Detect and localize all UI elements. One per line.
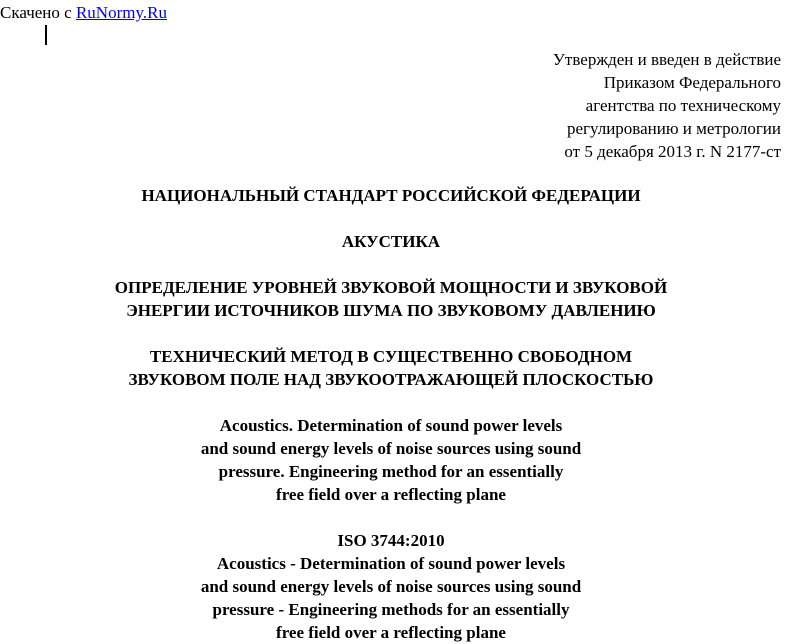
iso-code: ISO 3744:2010: [337, 531, 445, 550]
approval-line: Утвержден и введен в действие: [552, 50, 781, 69]
method-title: [0, 345, 782, 391]
english-title: [0, 414, 782, 506]
approval-line: Приказом Федерального: [603, 73, 781, 92]
iso-title-line: pressure - Engineering methods for an essentially: [212, 600, 570, 619]
english-title-line: and sound energy levels of noise sources using sound: [200, 439, 582, 458]
source-prefix: Скачено с: [0, 3, 76, 22]
iso-title-line: Acoustics - Determination of sound power levels: [216, 554, 566, 573]
english-title-line: pressure. Engineering method for an essentially: [218, 462, 564, 481]
approval-block: [553, 48, 781, 163]
iso-reference: [0, 529, 782, 644]
section-title-text: АКУСТИКА: [341, 232, 441, 251]
approval-line: от 5 декабря 2013 г. N 2177-ст: [564, 142, 781, 161]
iso-title-line: and sound energy levels of noise sources using sound: [200, 577, 582, 596]
source-link[interactable]: RuNormy.Ru: [75, 3, 167, 22]
iso-title-line: free field over a reflecting plane: [276, 623, 506, 642]
text-cursor: [45, 25, 47, 45]
method-line: ЗВУКОВОМ ПОЛЕ НАД ЗВУКООТРАЖАЮЩЕЙ ПЛОСКОСТЬЮ: [128, 370, 654, 389]
national-standard-title: [0, 184, 782, 207]
subtitle-line: ОПРЕДЕЛЕНИЕ УРОВНЕЙ ЗВУКОВОЙ МОЩНОСТИ И ЗВУКОВОЙ: [114, 278, 668, 297]
english-title-line: Acoustics. Determination of sound power levels: [219, 416, 563, 435]
subtitle-line: ЭНЕРГИИ ИСТОЧНИКОВ ШУМА ПО ЗВУКОВОМУ ДАВЛЕНИЮ: [126, 301, 656, 320]
national-standard-title-text: НАЦИОНАЛЬНЫЙ СТАНДАРТ РОССИЙСКОЙ ФЕДЕРАЦИИ: [141, 186, 641, 205]
source-line: [0, 3, 167, 23]
standard-subtitle: [0, 276, 782, 322]
method-line: ТЕХНИЧЕСКИЙ МЕТОД В СУЩЕСТВЕННО СВОБОДНОМ: [149, 347, 633, 366]
english-title-line: free field over a reflecting plane: [276, 485, 506, 504]
section-title: [0, 230, 782, 253]
approval-line: регулированию и метрологии: [566, 119, 781, 138]
approval-line: агентства по техническому: [585, 96, 781, 115]
